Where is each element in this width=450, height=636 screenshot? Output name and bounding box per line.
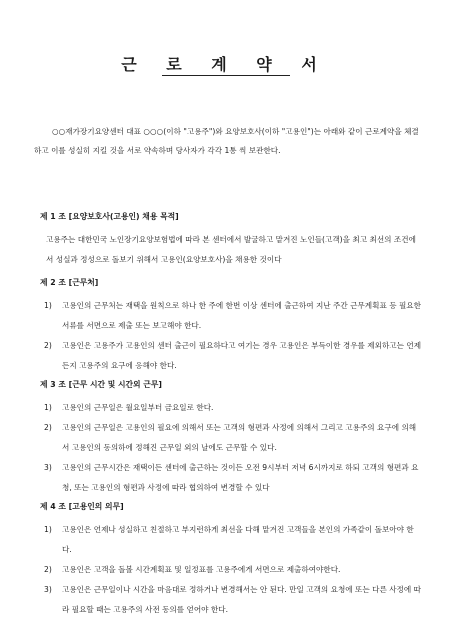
item-text: 고용인의 근무일은 고용인의 필요에 의해서 또는 고객의 형편과 사정에 의해서 그리고 고용주의 요구에 의해서 고용인의 동의하에 정해진 근무일 외의 날에도 근무할 수 있다.: [62, 423, 417, 452]
article-2-item-1: [40, 296, 422, 336]
article-2-item-2: [40, 336, 422, 376]
article-2-heading: 제 2 조 [근무처]: [40, 278, 99, 287]
item-text: 고용인의 근무처는 재택을 원칙으로 하나 한 주에 한번 이상 센터에 출근하여 지난 주간 근무계획표 등 필요한 서류를 서면으로 제출 또는 보고해야 한다.: [62, 301, 421, 330]
item-number: 2): [44, 565, 52, 574]
article-1-heading: 제 1 조 [요양보호사(고용인) 채용 목적]: [40, 212, 179, 221]
item-text: 고용인은 근무일이나 시간을 마음대로 정하거나 변경해서는 안 된다. 만일 고객의 요청에 또는 다른 사정에 따라 필요할 때는 고용주의 사전 동의를 얻어야 한다.: [62, 585, 421, 614]
item-text: 고용인은 언제나 성실하고 친절하고 부지런하게 최선을 다해 맡겨진 고객들을 본인의 가족같이 돌보아야 한다.: [62, 525, 414, 554]
article-4-item-2: [40, 560, 422, 580]
title-underline: [162, 75, 290, 76]
item-number: 3): [44, 585, 52, 594]
item-number: 1): [44, 403, 52, 412]
article-1: [40, 210, 422, 270]
item-text: 고용인의 근무시간은 재택이든 센터에 출근하는 것이든 오전 9시부터 저녁 6시까지로 하되 고객의 형편과 요청, 또는 고용인의 형편과 사정에 따라 협의하여 변경할 수 있다: [62, 463, 419, 492]
item-number: 1): [44, 301, 52, 310]
article-4: [40, 500, 422, 620]
article-3-heading: 제 3 조 [근무 시간 및 시간외 근무]: [40, 380, 162, 389]
article-3: [40, 378, 422, 498]
item-number: 2): [44, 423, 52, 432]
article-4-item-1: [40, 520, 422, 560]
article-2: [40, 276, 422, 376]
item-number: 1): [44, 525, 52, 534]
item-text: 고용인은 고용주가 고용인의 센터 출근이 필요하다고 여기는 경우 고용인은 부득이한 경우를 제외하고는 언제든지 고용주의 요구에 응해야 한다.: [62, 341, 422, 370]
item-number: 2): [44, 341, 52, 350]
article-3-item-1: [40, 398, 422, 418]
article-3-item-2: [40, 418, 422, 458]
item-number: 3): [44, 463, 52, 472]
article-4-heading: 제 4 조 [고용인의 의무]: [40, 502, 124, 511]
item-text: 고용인의 근무일은 월요일부터 금요일로 한다.: [62, 403, 214, 412]
page-title: 근 로 계 약 서: [121, 55, 329, 74]
item-text: 고용인은 고객을 돌볼 시간계획표 및 일정표를 고용주에게 서면으로 제출하여야한다.: [62, 565, 341, 574]
article-3-item-3: [40, 458, 422, 498]
article-1-body: 고용주는 대한민국 노인장기요양보험법에 따라 본 센터에서 발굴하고 맡겨진 노인들(고객)을 최고 최선의 조건에서 성실과 정성으로 돌보기 위해서 고용인(요양보호사)을 채용한 것이다: [46, 235, 416, 264]
intro-paragraph: ○○재가장기요양센터 대표 ○○○(이하 "고용주")와 요양보호사(이하 "고용인")는 아래와 같이 근로계약을 체결하고 이를 성실히 지킬 것을 서로 약속하며 당사자가 각각 1통 씩 보관한다.: [34, 127, 419, 155]
article-4-item-3: [40, 580, 422, 620]
